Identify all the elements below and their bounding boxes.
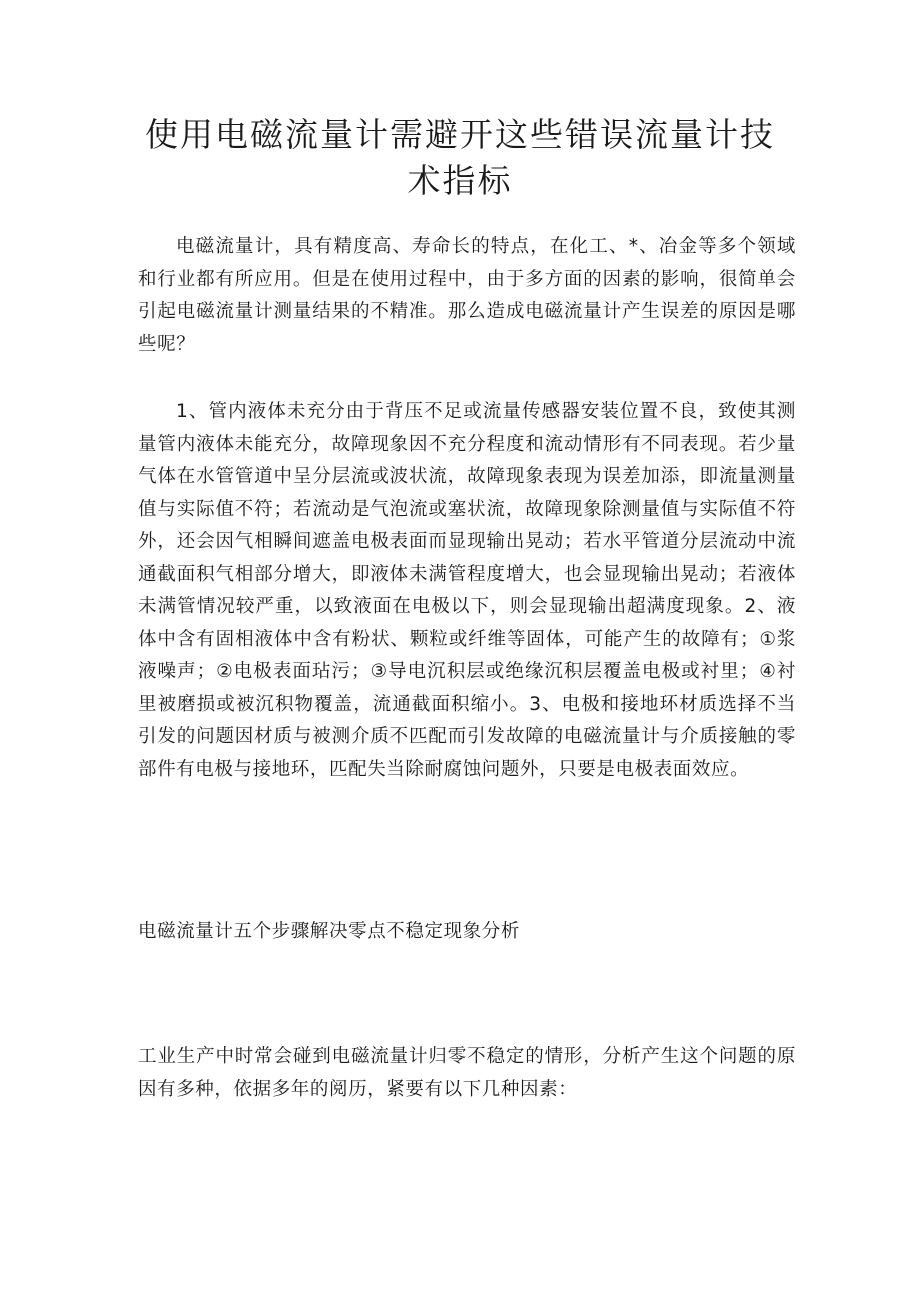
section-subheading: 电磁流量计五个步骤解决零点不稳定现象分析 [138,921,521,942]
intro-paragraph: 电磁流量计，具有精度高、寿命长的特点，在化工、*、冶金等多个领域和行业都有所应用。但是在使用过程中，由于多方面的因素的影响，很简单会引起电磁流量计测量结果的不精准。那么造成电磁流量计产生误差的原因是哪些呢？ [138,236,796,355]
closing-paragraph: 工业生产中时常会碰到电磁流量计归零不稳定的情形，分析产生这个问题的原因有多种，依据多年的阅历，紧要有以下几种因素： [138,1046,796,1100]
document-title: 使用电磁流量计需避开这些错误流量计技术指标 [145,115,775,200]
body-paragraph: 1、管内液体未充分由于背压不足或流量传感器安装位置不良，致使其测量管内液体未能充分，故障现象因不充分程度和流动情形有不同表现。若少量气体在水管管道中呈分层流或波状流，故障现象表现为误差加添，即流量测量值与实际值不符；若流动是气泡流或塞状流，故障现象除测量值与实际值不符外，还会因气相瞬间遮盖电极表面而显现输出晃动；若水平管道分层流动中流通截面积气相部分增大，即液体未满管程度增大，也会显现输出晃动；若液体未满管情况较严重，以致液面在电极以下，则会显现输出超满度现象。2、液体中含有固相液体中含有粉状、颗粒或纤维等固体，可能产生的故障有；①浆液噪声；②电极表面玷污；③导电沉积层或绝缘沉积层覆盖电极或衬里；④衬里被磨损或被沉积物覆盖，流通截面积缩小。3、电极和接地环材质选择不当引发的问题因材质与被测介质不匹配而引发故障的电磁流量计与介质接触的零部件有电极与接地环，匹配失当除耐腐蚀问题外，只要是电极表面效应。 [138,401,796,780]
